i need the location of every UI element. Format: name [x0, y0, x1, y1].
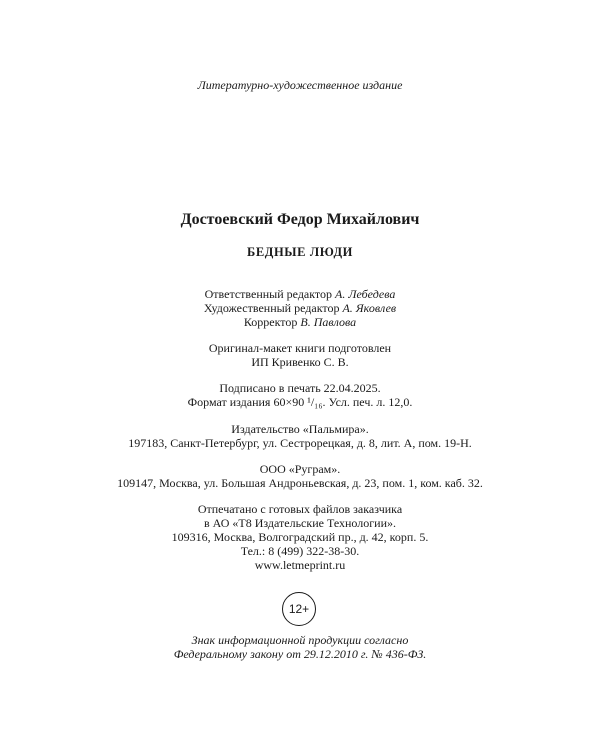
- author-name: Достоевский Федор Михайлович: [180, 211, 420, 228]
- age-rating-badge: 12+: [282, 592, 316, 626]
- publisher-address: 197183, Санкт-Петербург, ул. Сестрорецкая, д. 8, лит. А, пом. 19-Н.: [128, 436, 472, 450]
- distributor-address: 109147, Москва, ул. Большая Андроньевская, д. 23, пом. 1, ком. каб. 32.: [117, 476, 483, 490]
- layout-prepared-line: Оригинал-макет книги подготовлен: [208, 341, 392, 355]
- printer-phone: Тел.: 8 (499) 322-38-30.: [240, 544, 360, 558]
- book-title: БЕДНЫЕ ЛЮДИ: [246, 245, 354, 259]
- distributor-name: ООО «Руграм».: [259, 462, 341, 476]
- layout-prepared-by: ИП Кривенко С. В.: [251, 355, 349, 369]
- age-rating-note-1: Знак информационной продукции согласно: [191, 633, 409, 647]
- proofreader: [0, 314, 600, 330]
- publisher-name: Издательство «Пальмира».: [231, 422, 369, 436]
- printer-address: 109316, Москва, Волгоградский пр., д. 42, корп. 5.: [171, 530, 429, 544]
- printer-website: www.letmeprint.ru: [254, 558, 346, 572]
- proofreader-name: В. Павлова: [300, 315, 357, 329]
- edition-format: Формат издания 60×90 ¹/₁₆. Усл. печ. л. 12,0.: [187, 395, 413, 409]
- printer-line-1: Отпечатано с готовых файлов заказчика: [197, 502, 403, 516]
- printer-line-2: в АО «Т8 Издательские Технологии».: [203, 516, 397, 530]
- responsible-editor-label: Ответственный редактор: [204, 287, 333, 301]
- art-editor-name: А. Яковлев: [342, 301, 397, 315]
- responsible-editor-name: А. Лебедева: [335, 287, 396, 301]
- proofreader-label: Корректор: [243, 315, 298, 329]
- art-editor-label: Художественный редактор: [203, 301, 340, 315]
- signed-to-print: Подписано в печать 22.04.2025.: [219, 381, 381, 395]
- age-rating-note-2: Федеральному закону от 29.12.2010 г. № 436-ФЗ.: [173, 647, 427, 661]
- edition-type: Литературно-художественное издание: [197, 78, 403, 92]
